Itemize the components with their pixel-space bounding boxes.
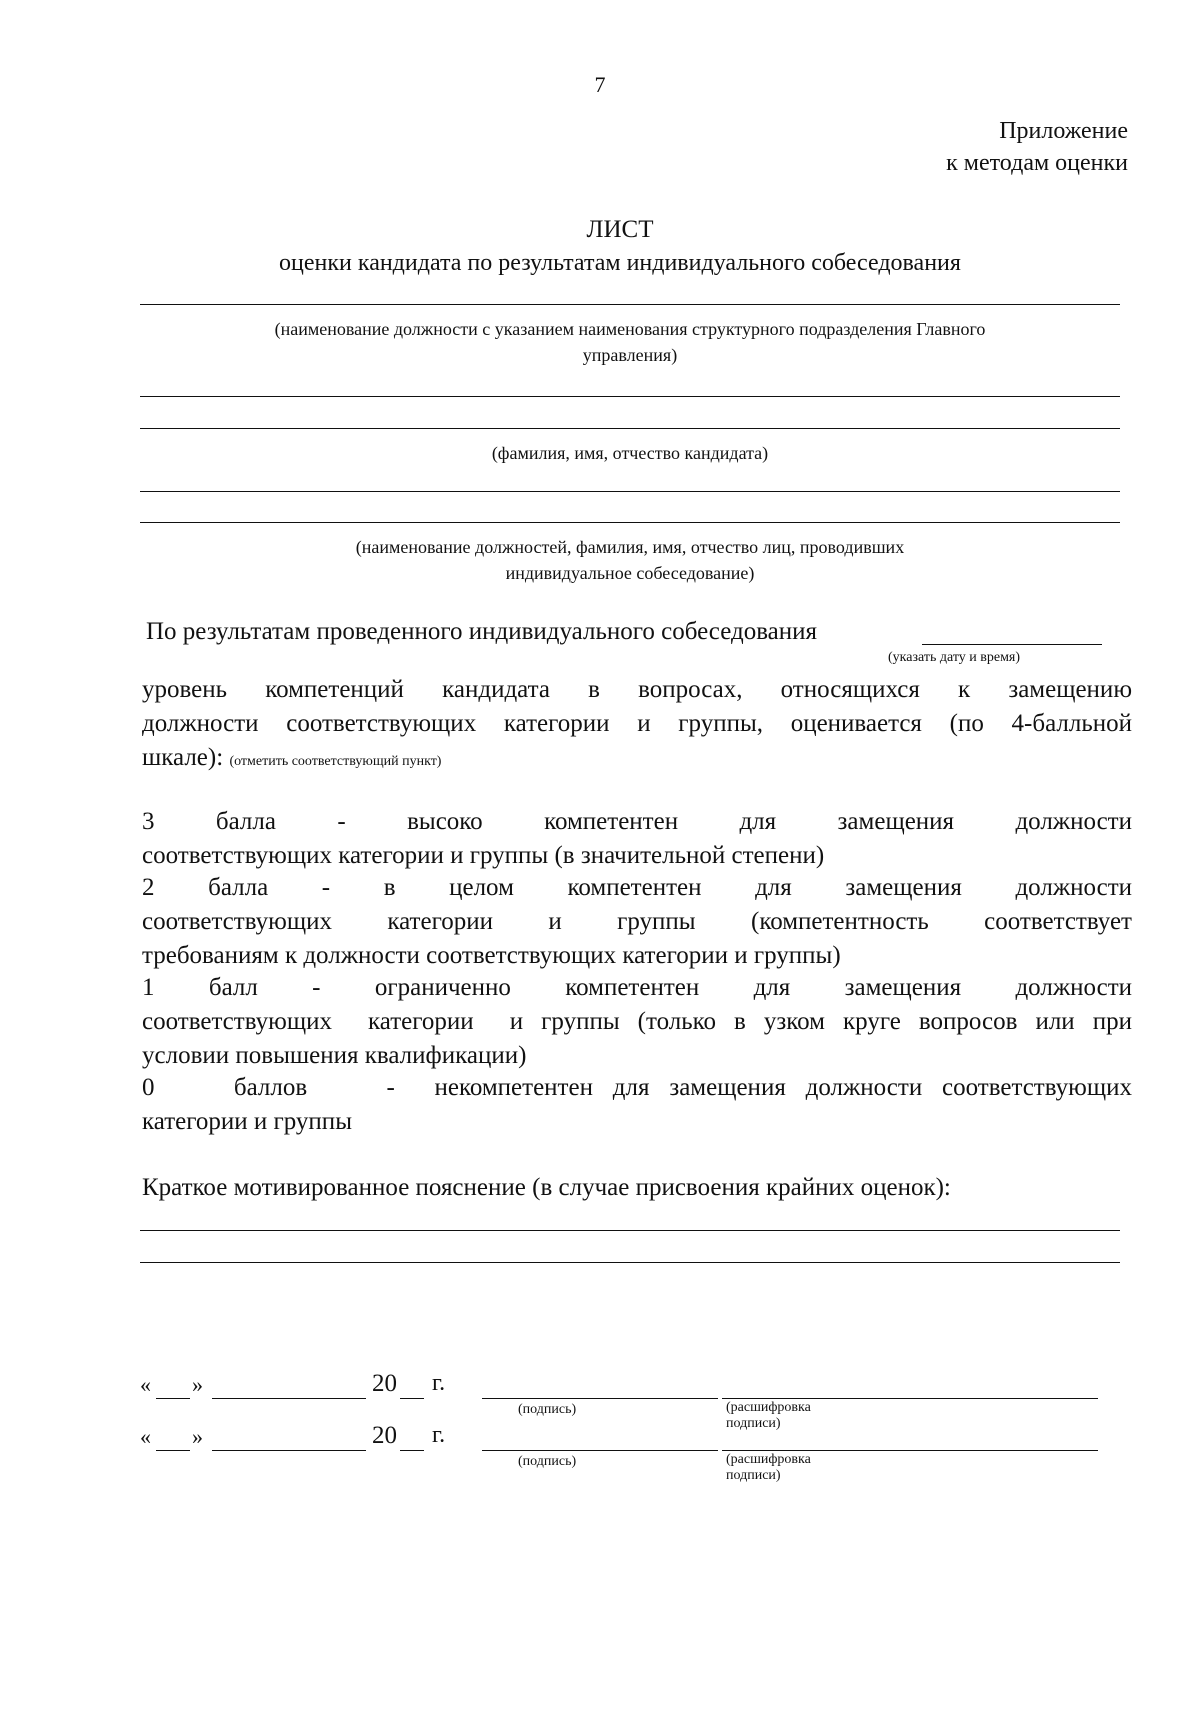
explanation-blank-line-1 [140, 1230, 1120, 1231]
signature-caption: (подпись) [518, 1454, 577, 1469]
candidate-caption: (фамилия, имя, отчество кандидата) [491, 443, 769, 463]
position-caption-line2: управления) [582, 345, 678, 365]
title-line2: оценки кандидата по результатам индивидуального собеседования [279, 250, 961, 276]
title-line1: ЛИСТ [586, 216, 654, 243]
results-intro: По результатам проведенного индивидуального собеседования [146, 618, 818, 645]
candidate-blank-line [140, 428, 1120, 429]
month-blank [212, 1450, 366, 1451]
signature-decode-caption: (расшифровка подписи) [726, 1400, 811, 1431]
interviewers-blank-line-2 [140, 522, 1120, 523]
explanation-blank-line-2 [140, 1262, 1120, 1263]
page-number: 7 [594, 72, 606, 97]
signature-decode-blank [722, 1398, 1098, 1399]
position-blank-line-2 [140, 396, 1120, 397]
score-1-rest: условии повышения квалификации) [142, 1042, 527, 1069]
signature-blank [482, 1398, 718, 1399]
score-3-rest: соответствующих категории и группы (в значительной степени) [142, 842, 825, 869]
date-quote-close: » [192, 1372, 203, 1397]
score-1-line1: 1 балл - ограниченно компетентен для замещения должности [142, 974, 1132, 1001]
level-line3 [142, 744, 441, 772]
appendix-line1: Приложение [999, 118, 1128, 144]
year-blank [400, 1398, 424, 1399]
position-caption-line1: (наименование должности с указанием наименования структурного подразделения Главного [274, 319, 986, 339]
score-0-rest: категории и группы [142, 1108, 352, 1135]
interviewers-blank-line-1 [140, 491, 1120, 492]
score-0-line1: 0 баллов - некомпетентен для замещения должности соответствующих [142, 1074, 1132, 1101]
score-2-line1: 2 балла - в целом компетентен для замещения должности [142, 874, 1132, 901]
signature-caption: (подпись) [518, 1402, 577, 1417]
signature-decode-blank [722, 1450, 1098, 1451]
level-note: (отметить соответствующий пункт) [229, 754, 442, 769]
interviewers-caption-line1: (наименование должностей, фамилия, имя, отчество лиц, проводивших [355, 537, 905, 557]
score-3-line1: 3 балла - высоко компетентен для замещения должности [142, 808, 1132, 835]
year-prefix: 20 [372, 1370, 397, 1397]
year-suffix: г. [432, 1422, 446, 1448]
appendix-line2: к методам оценки [946, 150, 1128, 176]
day-blank [156, 1398, 190, 1399]
level-line2: должности соответствующих категории и группы, оценивается (по 4-балльной [142, 710, 1132, 737]
date-quote-close: » [192, 1424, 203, 1449]
level-line1: уровень компетенций кандидата в вопросах, относящихся к замещению [142, 676, 1132, 703]
level-line3-text: шкале): [142, 744, 224, 771]
score-2-line2: соответствующих категории и группы (компетентность соответствует [142, 908, 1132, 935]
position-blank-line [140, 304, 1120, 305]
date-time-blank [922, 644, 1102, 645]
date-hint: (указать дату и время) [888, 650, 1021, 665]
explanation-label: Краткое мотивированное пояснение (в случае присвоения крайних оценок): [142, 1174, 951, 1201]
date-quote-open: « [140, 1372, 151, 1397]
year-prefix: 20 [372, 1422, 397, 1449]
signature-blank [482, 1450, 718, 1451]
year-blank [400, 1450, 424, 1451]
year-suffix: г. [432, 1370, 446, 1396]
month-blank [212, 1398, 366, 1399]
interviewers-caption-line2: индивидуальное собеседование) [505, 563, 755, 583]
signature-decode-caption: (расшифровка подписи) [726, 1452, 811, 1483]
score-2-rest: требованиям к должности соответствующих категории и группы) [142, 942, 841, 969]
day-blank [156, 1450, 190, 1451]
date-quote-open: « [140, 1424, 151, 1449]
score-1-line2: соответствующих категории и группы (только в узком круге вопросов или при [142, 1008, 1132, 1035]
